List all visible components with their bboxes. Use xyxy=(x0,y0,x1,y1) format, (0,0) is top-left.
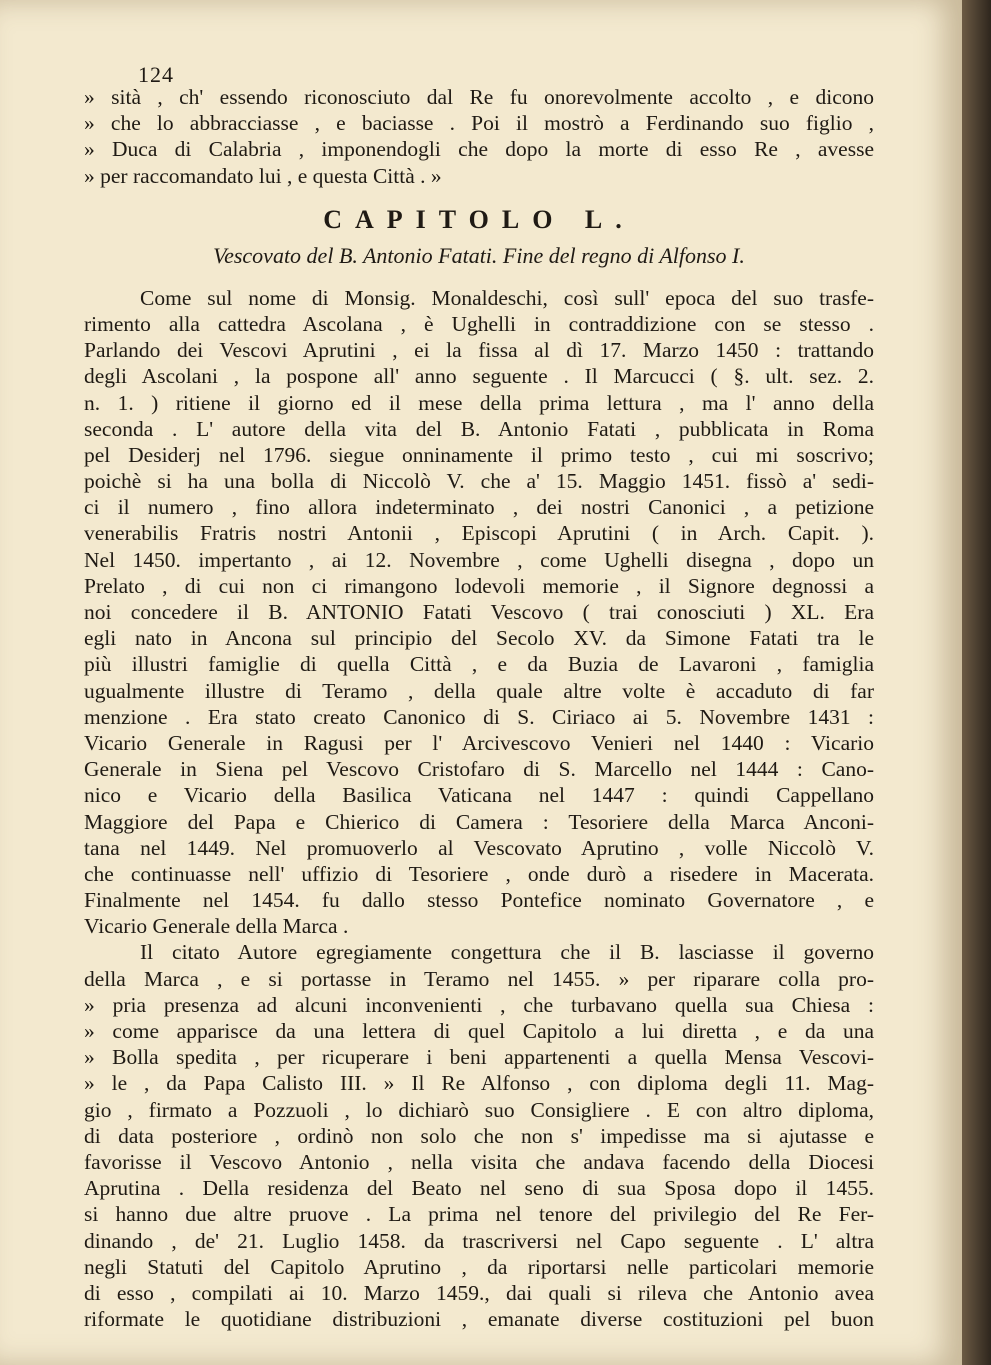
text-line: che continuasse nell' uffizio di Tesoriere , onde durò a risedere in Macerata. xyxy=(84,861,874,886)
text-line: di esso , compilati ai 10. Marzo 1459., dai quali si rileva che Antonio avea xyxy=(84,1280,874,1305)
text-line: nico e Vicario della Basilica Vaticana nel 1447 : quindi Cappellano xyxy=(84,783,874,808)
text-line: poichè si ha una bolla di Niccolò V. che a' 15. Maggio 1451. fissò a' sedi- xyxy=(84,469,874,494)
text-line: Vicario Generale in Ragusi per l' Arcivescovo Venieri nel 1440 : Vicario xyxy=(84,730,874,755)
page-number: 124 xyxy=(138,62,174,87)
text-line: » per raccomandato lui , e questa Città . » xyxy=(84,163,442,188)
text-line: Vicario Generale della Marca . xyxy=(84,914,349,939)
text-line: Maggiore del Papa e Chierico di Camera : Tesoriere della Marca Anconi- xyxy=(84,809,874,834)
text-line: ugualmente illustre di Teramo , della quale altre volte è accaduto di far xyxy=(84,678,874,703)
text-line: Finalmente nel 1454. fu dallo stesso Pontefice nominato Governatore , e xyxy=(84,888,874,913)
text-line: dinando , de' 21. Luglio 1458. da trascriversi nel Capo seguente . L' altra xyxy=(84,1228,874,1253)
text-line: » come apparisce da una lettera di quel Capitolo a lui diretta , e da una xyxy=(84,1019,874,1043)
text-line: n. 1. ) ritiene il giorno ed il mese della prima lettura , ma l' anno della xyxy=(84,390,874,415)
text-line: menzione . Era stato creato Canonico di S. Ciriaco ai 5. Novembre 1431 : xyxy=(84,704,874,729)
text-line: venerabilis Fratris nostri Antonii , Episcopi Aprutini ( in Arch. Capit. ). xyxy=(84,521,874,546)
text-line: Il citato Autore egregiamente congettura che il B. lasciasse il governo xyxy=(140,940,874,965)
text-line: egli nato in Ancona sul principio del Secolo XV. da Simone Fatati tra le xyxy=(84,626,874,651)
text-line: favorisse il Vescovo Antonio , nella visita che andava facendo della Diocesi xyxy=(84,1149,874,1174)
text-line: di data posteriore , ordinò non solo che non s' impedisse ma si ajutasse e xyxy=(84,1123,874,1148)
text-line: tana nel 1449. Nel promuoverlo al Vescovato Aprutino , volle Niccolò V. xyxy=(84,835,874,860)
text-line: riformate le quotidiane distribuzioni , emanate diverse costituzioni pel buon xyxy=(84,1307,874,1332)
text-line: degli Ascolani , la pospone all' anno seguente . Il Marcucci ( §. ult. sez. 2. xyxy=(84,364,874,389)
text-line: della Marca , e si portasse in Teramo nel 1455. » per riparare colla pro- xyxy=(84,966,874,991)
text-line: più illustri famiglie di quella Città , e da Buzia de Lavaroni , famiglia xyxy=(84,652,874,677)
text-line: » Duca di Calabria , imponendogli che dopo la morte di esso Re , avesse xyxy=(84,137,874,162)
paragraph-2 xyxy=(84,939,874,1332)
text-line: » le , da Papa Calisto III. » Il Re Alfonso , con diploma degli 11. Mag- xyxy=(84,1071,874,1096)
text-line: Come sul nome di Monsig. Monaldeschi, così sull' epoca del suo trasfe- xyxy=(140,285,874,310)
text-line: gio , firmato a Pozzuoli , lo dichiarò suo Consigliere . E con altro diploma, xyxy=(84,1097,874,1122)
book-gutter xyxy=(962,0,991,1365)
text-line: » che lo abbracciasse , e baciasse . Poi il mostrò a Ferdinando suo figlio , xyxy=(84,111,874,136)
text-line: Parlando dei Vescovi Aprutini , ei la fissa al dì 17. Marzo 1450 : trattando xyxy=(84,338,874,363)
text-line: Nel 1450. impertanto , ai 12. Novembre , come Ughelli disegna , dopo un xyxy=(84,547,874,572)
text-line: Generale in Siena pel Vescovo Cristofaro di S. Marcello nel 1444 : Cano- xyxy=(84,757,874,782)
text-line: » Bolla spedita , per ricuperare i beni appartenenti a quella Mensa Vescovi- xyxy=(84,1045,874,1070)
text-line: seconda . L' autore della vita del B. Antonio Fatati , pubblicata in Roma xyxy=(84,416,874,441)
text-line: Prelato , di cui non ci rimangono lodevoli memorie , il Signore degnossi a xyxy=(84,573,874,598)
text-line: pel Desiderj nel 1796. siegue onninamente il primo testo , cui mi soscrivo; xyxy=(84,442,874,467)
paragraph-1 xyxy=(84,285,874,940)
text-line: rimento alla cattedra Ascolana , è Ughelli in contraddizione con se stesso . xyxy=(84,311,874,336)
text-block xyxy=(84,58,874,1332)
text-line: Aprutina . Della residenza del Beato nel seno di sua Sposa dopo il 1455. xyxy=(84,1176,874,1201)
text-line: negli Statuti del Capitolo Aprutino , da riportarsi nelle particolari memorie xyxy=(84,1254,874,1279)
chapter-subtitle: Vescovato del B. Antonio Fatati. Fine del regno di Alfonso I. xyxy=(213,242,745,268)
intro-quotation xyxy=(84,84,874,189)
text-line: ci il numero , fino allora indeterminato , dei nostri Canonici , a petizione xyxy=(84,495,874,520)
chapter-title: CAPITOLO L. xyxy=(323,204,635,234)
text-line: » sità , ch' essendo riconosciuto dal Re fu onorevolmente accolto , e dicono xyxy=(84,85,874,109)
text-line: noi concedere il B. ANTONIO Fatati Vescovo ( trai conosciuti ) XL. Era xyxy=(84,600,874,624)
text-line: si hanno due altre pruove . La prima nel tenore del privilegio del Re Fer- xyxy=(84,1202,874,1227)
text-line: » pria presenza ad alcuni inconvenienti , che turbavano quella sua Chiesa : xyxy=(84,992,874,1017)
